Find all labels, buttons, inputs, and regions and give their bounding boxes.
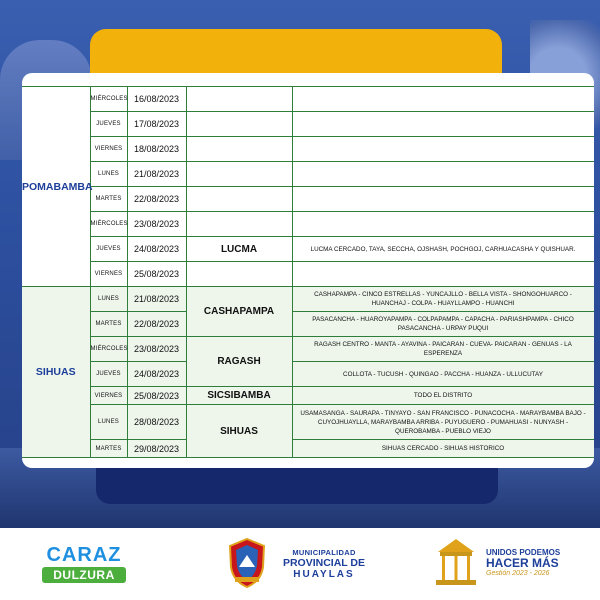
localities-cell: TODO EL DISTRITO bbox=[292, 387, 594, 405]
date-cell: 21/08/2023 bbox=[127, 162, 186, 187]
date-cell: 22/08/2023 bbox=[127, 312, 186, 337]
schedule-row bbox=[22, 187, 594, 212]
day-cell: LUNES bbox=[90, 405, 127, 440]
day-cell: LUNES bbox=[90, 162, 127, 187]
day-cell: MIÉRCOLES bbox=[90, 337, 127, 362]
schedule-row bbox=[22, 337, 594, 362]
municipality-line1: MUNICIPALIDAD bbox=[292, 548, 356, 557]
district-cell bbox=[186, 162, 292, 187]
localities-cell bbox=[292, 162, 594, 187]
schedule-row bbox=[22, 440, 594, 458]
district-cell bbox=[186, 187, 292, 212]
district-cell bbox=[186, 87, 292, 112]
day-cell: MIÉRCOLES bbox=[90, 212, 127, 237]
day-cell: MARTES bbox=[90, 440, 127, 458]
province-name: SIHUAS bbox=[22, 287, 90, 458]
footer bbox=[0, 528, 600, 600]
day-cell: JUEVES bbox=[90, 237, 127, 262]
kiosk-icon bbox=[430, 536, 482, 590]
day-cell: VIERNES bbox=[90, 137, 127, 162]
schedule-row bbox=[22, 137, 594, 162]
slogan-line2: HACER MÁS bbox=[486, 556, 559, 570]
schedule-row bbox=[22, 262, 594, 287]
caraz-logo bbox=[42, 545, 126, 583]
localities-cell bbox=[292, 112, 594, 137]
date-cell: 25/08/2023 bbox=[127, 262, 186, 287]
schedule-row bbox=[22, 387, 594, 405]
municipality-line2: PROVINCIAL DE bbox=[282, 557, 366, 569]
district-cell: SIHUAS bbox=[186, 405, 292, 458]
day-cell: VIERNES bbox=[90, 262, 127, 287]
caraz-logo-title: CARAZ bbox=[46, 544, 122, 566]
date-cell: 24/08/2023 bbox=[127, 237, 186, 262]
day-cell: JUEVES bbox=[90, 362, 127, 387]
province-name: POMABAMBA bbox=[22, 87, 90, 287]
schedule-row bbox=[22, 87, 594, 112]
day-cell: MARTES bbox=[90, 187, 127, 212]
district-cell: CASHAPAMPA bbox=[186, 287, 292, 337]
district-cell: LUCMA bbox=[186, 237, 292, 262]
district-cell: RAGASH bbox=[186, 337, 292, 387]
localities-cell bbox=[292, 137, 594, 162]
schedule-row bbox=[22, 405, 594, 440]
caraz-logo-subtitle: DULZURA bbox=[42, 567, 126, 583]
localities-cell bbox=[292, 87, 594, 112]
date-cell: 23/08/2023 bbox=[127, 337, 186, 362]
schedule-row bbox=[22, 362, 594, 387]
district-cell: SICSIBAMBA bbox=[186, 387, 292, 405]
localities-cell: USAMASANGA - SAURAPA - TINYAYO - SAN FRANCISCO - PUNACOCHA - MARAYBAMBA BAJO - CUYOJHUAYLLA, MARAYBAMBA ARRIBA - PUYUGUERO - PUMAHUASI - NUNYASH - QUEROBAMBA - PUEBLO VIEJO bbox=[292, 405, 594, 440]
district-cell bbox=[186, 137, 292, 162]
schedule-body bbox=[22, 87, 594, 458]
schedule-card bbox=[22, 73, 594, 468]
date-cell: 21/08/2023 bbox=[127, 287, 186, 312]
municipality-line3: HUAYLAS bbox=[293, 569, 355, 580]
date-cell: 24/08/2023 bbox=[127, 362, 186, 387]
date-cell: 29/08/2023 bbox=[127, 440, 186, 458]
municipality-shield-icon bbox=[226, 537, 268, 589]
localities-cell bbox=[292, 262, 594, 287]
district-cell bbox=[186, 112, 292, 137]
schedule-row bbox=[22, 287, 594, 312]
localities-cell bbox=[292, 212, 594, 237]
date-cell: 28/08/2023 bbox=[127, 405, 186, 440]
localities-cell: PASACANCHA - HUAROYAPAMPA - COLPAPAMPA - CAPACHA - PARIASHPAMPA - CHICO PASACANCHA - URPAY PUQUI bbox=[292, 312, 594, 337]
schedule-row bbox=[22, 162, 594, 187]
day-cell: MIÉRCOLES bbox=[90, 87, 127, 112]
municipality-name bbox=[274, 548, 374, 580]
district-cell bbox=[186, 262, 292, 287]
date-cell: 17/08/2023 bbox=[127, 112, 186, 137]
schedule-table bbox=[22, 86, 594, 458]
date-cell: 23/08/2023 bbox=[127, 212, 186, 237]
day-cell: LUNES bbox=[90, 287, 127, 312]
slogan bbox=[486, 548, 574, 577]
date-cell: 25/08/2023 bbox=[127, 387, 186, 405]
day-cell: JUEVES bbox=[90, 112, 127, 137]
date-cell: 18/08/2023 bbox=[127, 137, 186, 162]
localities-cell: LUCMA CERCADO, TAYA, SECCHA, OJSHASH, POCHGOJ, CARHUACASHA Y QUISHUAR. bbox=[292, 237, 594, 262]
date-cell: 16/08/2023 bbox=[127, 87, 186, 112]
date-cell: 22/08/2023 bbox=[127, 187, 186, 212]
localities-cell bbox=[292, 187, 594, 212]
localities-cell: COLLOTA - TUCUSH - QUINGAO - PACCHA - HUANZA - ULLUCUTAY bbox=[292, 362, 594, 387]
day-cell: MARTES bbox=[90, 312, 127, 337]
localities-cell: CASHAPAMPA - CINCO ESTRELLAS - YUNCAJLLO - BELLA VISTA - SHONGOHUARCO - HUANCHAJ - COLPA - HUAYLLAMPO - HUANCHI bbox=[292, 287, 594, 312]
schedule-row bbox=[22, 312, 594, 337]
schedule-row bbox=[22, 237, 594, 262]
localities-cell: SIHUAS CERCADO - SIHUAS HISTORICO bbox=[292, 440, 594, 458]
schedule-row bbox=[22, 212, 594, 237]
slogan-line3: Gestión 2023 - 2026 bbox=[486, 570, 550, 577]
district-cell bbox=[186, 212, 292, 237]
schedule-row bbox=[22, 112, 594, 137]
localities-cell: RAGASH CENTRO - MANTA - AYAVINA - PAICARAN - CUEVA- PAICARAN - GENUAS - LA ESPERENZA bbox=[292, 337, 594, 362]
slogan-line1: UNIDOS PODEMOS bbox=[486, 548, 561, 557]
day-cell: VIERNES bbox=[90, 387, 127, 405]
